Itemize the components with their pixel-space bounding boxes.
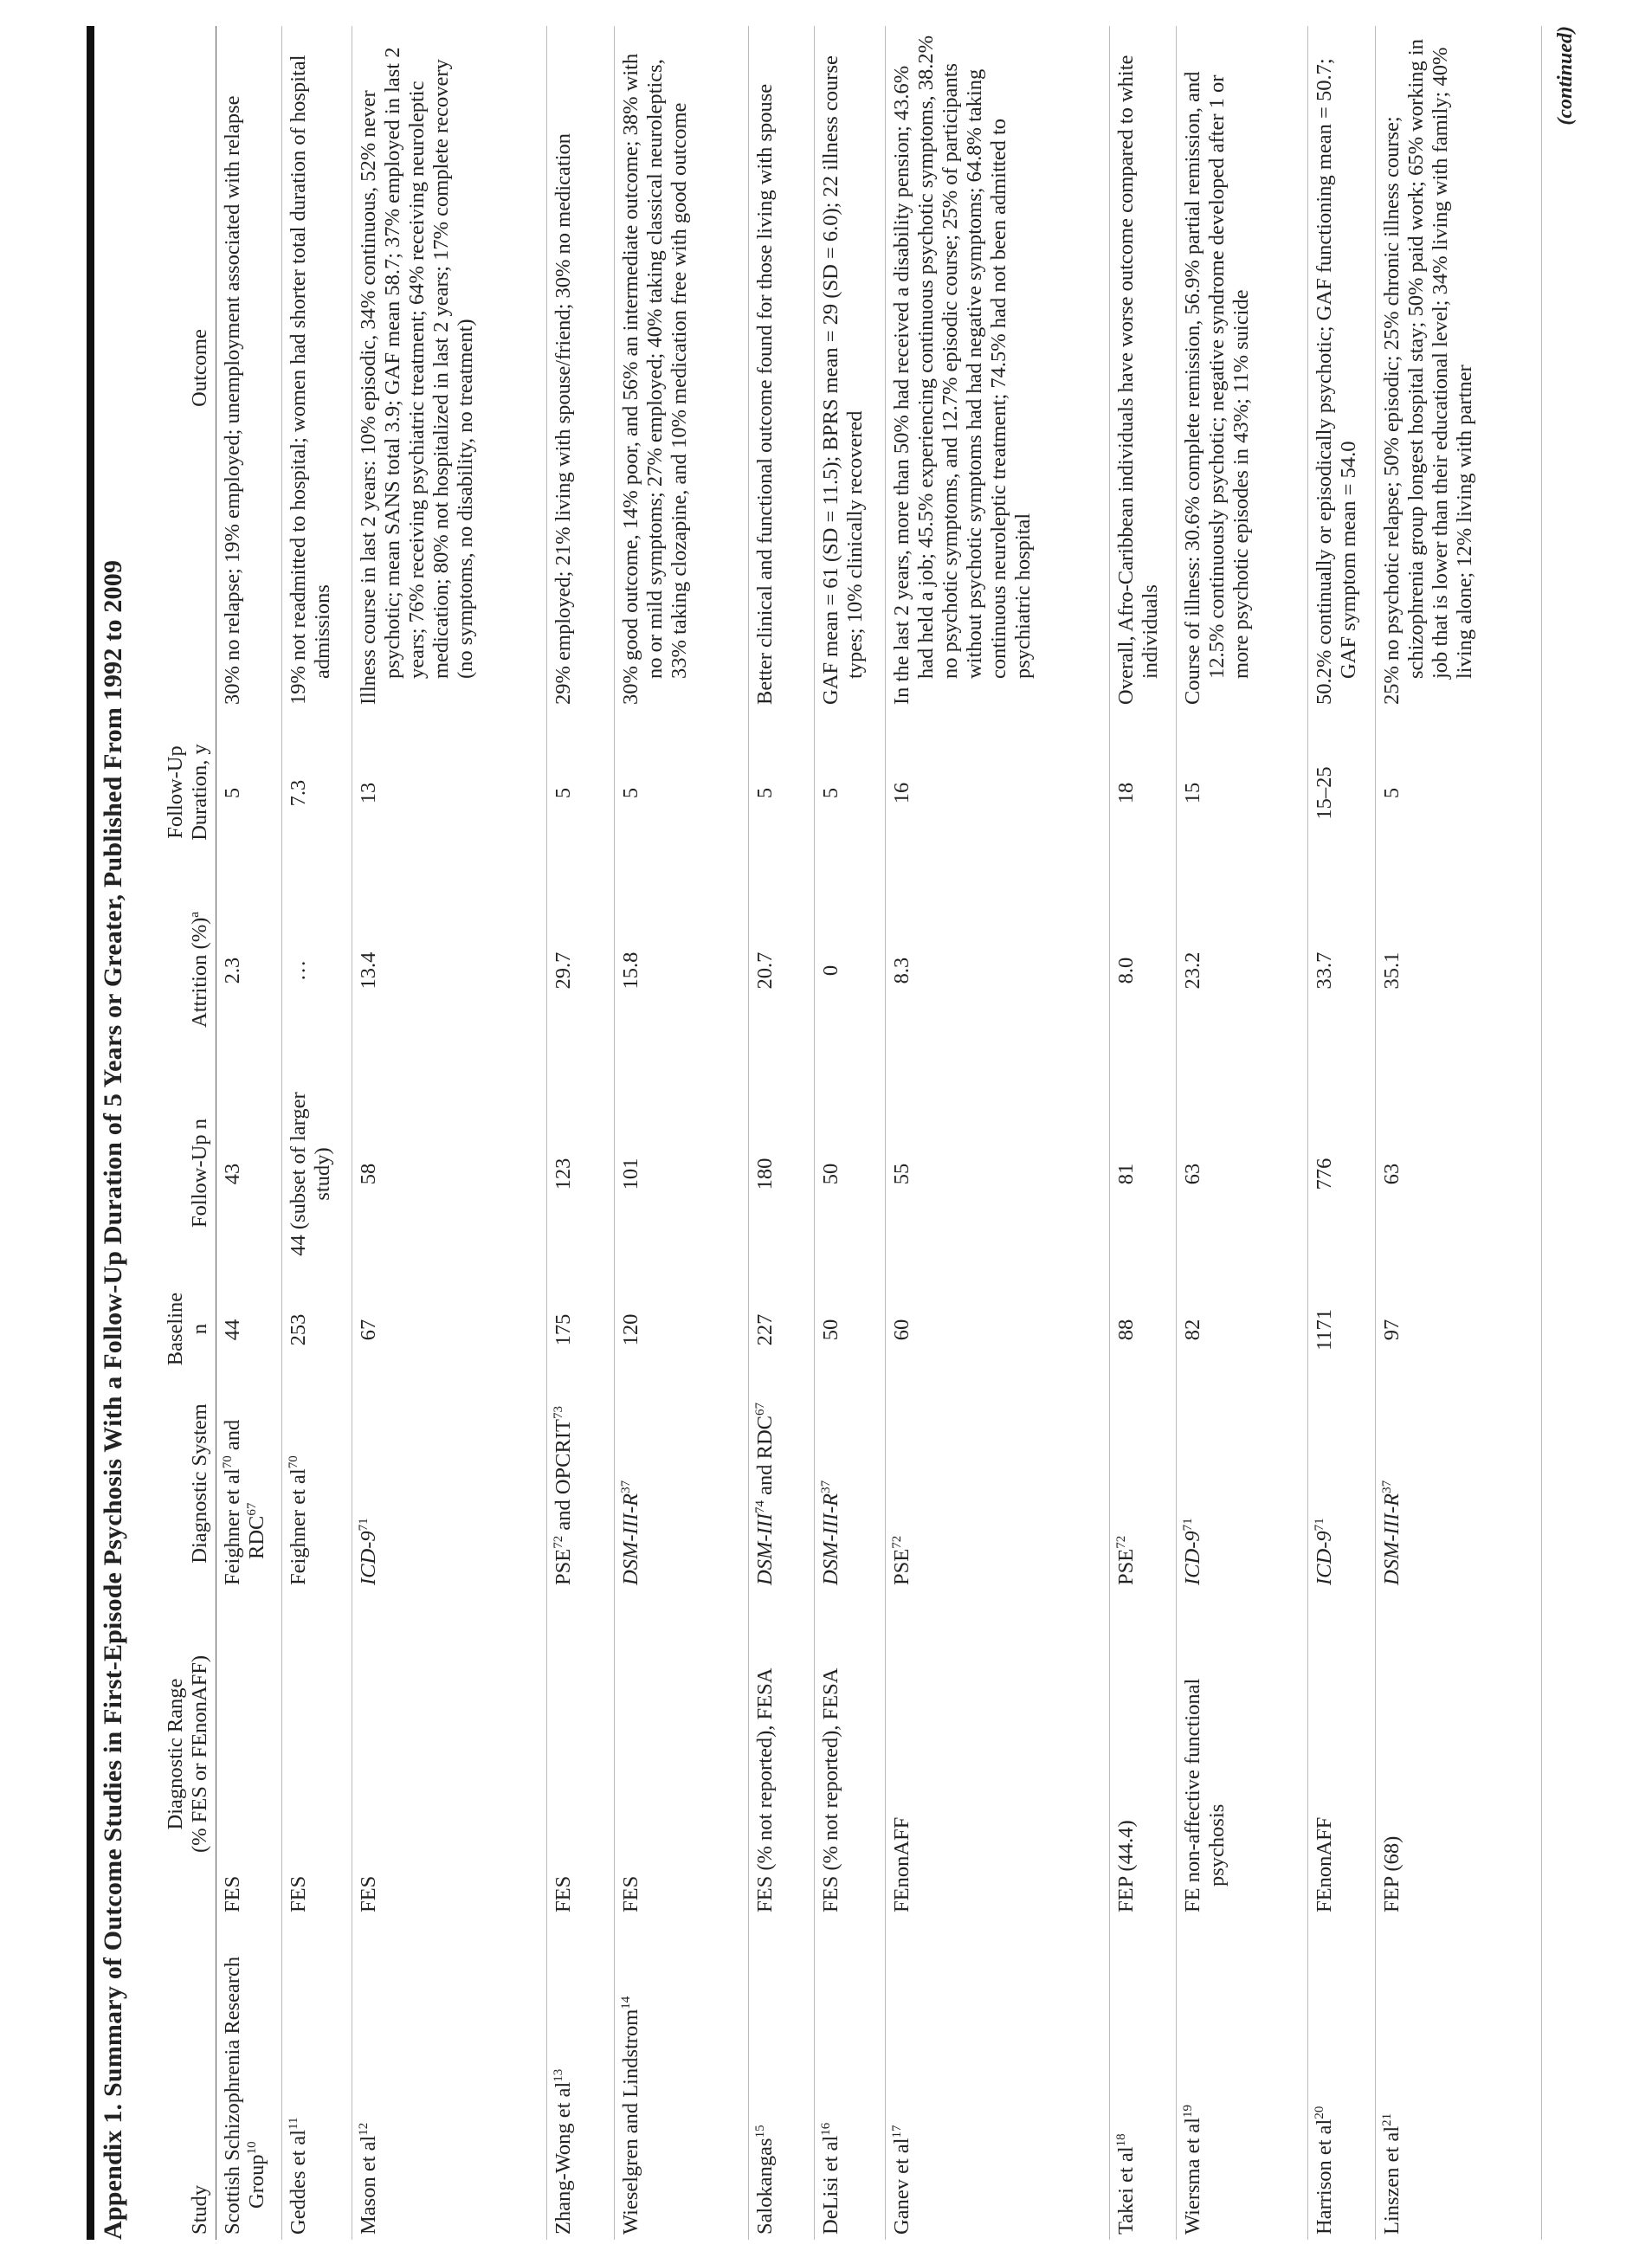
followup-n-cell: 44 (subset of larger study) xyxy=(281,1065,352,1281)
diagnostic-range-cell: FEP (68) xyxy=(1375,1590,1541,1918)
baseline-n-cell: 50 xyxy=(814,1281,885,1377)
table-title: Appendix 1. Summary of Outcome Studies in First-Episode Psychosis With a Follow-Up Duration of 5 Years or Greater, Published From 1992 to 2009 xyxy=(99,559,127,2240)
top-rule xyxy=(87,26,94,2240)
baseline-n-cell: 44 xyxy=(216,1281,281,1377)
attrition-cell: 35.1 xyxy=(1375,874,1541,1065)
study-name: Geddes et al xyxy=(286,2129,310,2235)
baseline-n-cell: 175 xyxy=(546,1281,614,1377)
diagnostic-range-cell: FEnonAFF xyxy=(885,1590,1109,1918)
study-cell xyxy=(1109,1918,1176,2240)
followup-n-cell: 180 xyxy=(748,1065,814,1281)
system-name: PSE xyxy=(1113,1548,1138,1585)
system-name: Feighner et al xyxy=(286,1468,310,1585)
header-study: Study xyxy=(147,1918,216,2240)
diagnostic-system-cell xyxy=(546,1377,614,1590)
outcome-cell: 30% good outcome, 14% poor, and 56% an intermediate outcome; 38% with no or mild symptoms; 27% employed; 40% taking classical neuroleptics, 33% taking clozapine, and 10% medication free with good outcome xyxy=(614,26,748,710)
system-reference: 72 xyxy=(889,1535,904,1549)
outcome-cell: 29% employed; 21% living with spouse/friend; 30% no medication xyxy=(546,26,614,710)
header-row xyxy=(147,26,216,2240)
outcome-cell: GAF mean = 61 (SD = 11.5); BPRS mean = 29 (SD = 6.0); 22 illness course types; 10% clinically recovered xyxy=(814,26,885,710)
header-range-line1: Diagnostic Range xyxy=(163,1678,187,1830)
system-name: DSM-III-R xyxy=(618,1493,642,1585)
attrition-cell: … xyxy=(281,874,352,1065)
study-name: Ganev et al xyxy=(889,2138,913,2235)
system-reference: 67 xyxy=(244,1502,259,1516)
study-cell xyxy=(546,1918,614,2240)
diagnostic-range-cell: FES xyxy=(614,1590,748,1918)
table-row xyxy=(1307,26,1375,2240)
system-reference: 71 xyxy=(356,1518,371,1532)
followup-duration-cell: 5 xyxy=(216,710,281,874)
system-reference: 37 xyxy=(1379,1480,1394,1493)
system-name: DSM-III-R xyxy=(818,1493,842,1585)
table-row xyxy=(614,26,748,2240)
system-reference: 73 xyxy=(551,1406,565,1420)
study-cell xyxy=(614,1918,748,2240)
system-name: ICD-9 xyxy=(1312,1531,1336,1585)
study-cell xyxy=(748,1918,814,2240)
diagnostic-system-cell xyxy=(614,1377,748,1590)
system-name: ICD-9 xyxy=(1180,1531,1204,1585)
header-followup-n: Follow-Up n xyxy=(147,1065,216,1281)
header-duration-line2: Duration, y xyxy=(187,744,211,841)
study-reference: 18 xyxy=(1113,2133,1128,2147)
study-reference: 19 xyxy=(1180,2104,1195,2118)
baseline-n-cell: 88 xyxy=(1109,1281,1176,1377)
attrition-cell: 33.7 xyxy=(1307,874,1375,1065)
table-row xyxy=(1109,26,1176,2240)
diagnostic-system-cell xyxy=(352,1377,546,1590)
diagnostic-system-cell xyxy=(814,1377,885,1590)
followup-duration-cell: 16 xyxy=(885,710,1109,874)
system-name: DSM-III xyxy=(752,1513,777,1585)
header-diagnostic-range xyxy=(147,1590,216,1918)
study-reference: 15 xyxy=(752,2125,767,2138)
study-cell xyxy=(1375,1918,1541,2240)
followup-duration-cell: 15–25 xyxy=(1307,710,1375,874)
outcome-cell: In the last 2 years, more than 50% had received a disability pension; 43.6% had held a job; 45.5% experiencing continuous psychotic symptoms, 38.2% no psychotic symptoms, and 12.7% episodic course; 25% of participants without psychotic symptoms had had negative symptoms; 64.8% taking continuous neuroleptic treatment; 74.5% had not been admitted to psychiatric hospital xyxy=(885,26,1109,710)
attrition-cell: 13.4 xyxy=(352,874,546,1065)
diagnostic-range-cell: FE non-affective functional psychosis xyxy=(1176,1590,1307,1918)
study-reference: 16 xyxy=(818,2122,833,2136)
followup-n-cell: 55 xyxy=(885,1065,1109,1281)
study-cell xyxy=(1176,1918,1307,2240)
header-duration-line1: Follow-Up xyxy=(163,745,187,839)
diagnostic-system-cell xyxy=(281,1377,352,1590)
study-reference: 12 xyxy=(356,2122,371,2136)
diagnostic-system-cell xyxy=(885,1377,1109,1590)
baseline-n-cell: 67 xyxy=(352,1281,546,1377)
header-range-line2: (% FES or FEnonAFF) xyxy=(187,1655,211,1854)
baseline-n-cell: 120 xyxy=(614,1281,748,1377)
system-reference: 70 xyxy=(220,1455,235,1469)
system-reference: 67 xyxy=(752,1403,767,1416)
continued-note: (continued) xyxy=(1554,26,1577,126)
system-name: PSE xyxy=(551,1548,575,1585)
followup-n-cell: 63 xyxy=(1176,1065,1307,1281)
followup-n-cell: 50 xyxy=(814,1065,885,1281)
attrition-cell: 8.3 xyxy=(885,874,1109,1065)
diagnostic-range-cell: FES xyxy=(546,1590,614,1918)
system-reference: 37 xyxy=(818,1480,833,1493)
header-attrition-footnote: a xyxy=(187,912,202,918)
header-attrition-label: Attrition (%) xyxy=(187,917,211,1028)
diagnostic-system-cell xyxy=(1176,1377,1307,1590)
header-attrition xyxy=(147,874,216,1065)
system-name: and RDC xyxy=(220,1419,268,1559)
system-reference: 70 xyxy=(286,1455,300,1469)
diagnostic-range-cell: FES (% not reported), FESA xyxy=(748,1590,814,1918)
table-row xyxy=(546,26,614,2240)
followup-n-cell: 63 xyxy=(1375,1065,1541,1281)
baseline-n-cell: 60 xyxy=(885,1281,1109,1377)
outcome-cell: Illness course in last 2 years: 10% episodic, 34% continuous, 52% never psychotic; mean SANS total 3.9; GAF mean 58.7; 37% employed in last 2 years; 76% receiving psychiatric treatment; 64% receiving neuroleptic medication; 80% not hospitalized in last 2 years; 17% complete recovery (no symptoms, no disability, no treatment) xyxy=(352,26,546,710)
study-cell xyxy=(281,1918,352,2240)
followup-duration-cell: 18 xyxy=(1109,710,1176,874)
outcome-cell: 25% no psychotic relapse; 50% episodic; 25% chronic illness course; schizophrenia group longest hospital stay; 50% paid work; 65% working in job that is lower than their educational level; 34% living with family; 40% living alone; 12% living with partner xyxy=(1375,26,1541,710)
study-name: Scottish Schizophrenia Research Group xyxy=(220,1956,268,2235)
table-row xyxy=(748,26,814,2240)
system-name: PSE xyxy=(889,1548,913,1585)
study-reference: 10 xyxy=(244,2141,259,2155)
study-reference: 14 xyxy=(618,1996,633,2009)
study-name: Wieselgren and Lindstrom xyxy=(618,2009,642,2235)
followup-duration-cell: 5 xyxy=(1375,710,1541,874)
followup-duration-cell: 15 xyxy=(1176,710,1307,874)
diagnostic-range-cell: FEP (44.4) xyxy=(1109,1590,1176,1918)
followup-n-cell: 123 xyxy=(546,1065,614,1281)
attrition-cell: 2.3 xyxy=(216,874,281,1065)
study-cell xyxy=(814,1918,885,2240)
system-name: DSM-III-R xyxy=(1379,1493,1404,1585)
table-body xyxy=(216,26,1541,2240)
diagnostic-range-cell: FEnonAFF xyxy=(1307,1590,1375,1918)
system-reference: 72 xyxy=(551,1535,565,1549)
diagnostic-system-cell xyxy=(1307,1377,1375,1590)
diagnostic-range-cell: FES xyxy=(352,1590,546,1918)
followup-n-cell: 43 xyxy=(216,1065,281,1281)
table-row xyxy=(1176,26,1307,2240)
followup-duration-cell: 7.3 xyxy=(281,710,352,874)
study-name: Linszen et al xyxy=(1379,2125,1404,2235)
study-cell xyxy=(885,1918,1109,2240)
table-row xyxy=(814,26,885,2240)
attrition-cell: 20.7 xyxy=(748,874,814,1065)
attrition-cell: 0 xyxy=(814,874,885,1065)
outcome-cell: 50.2% continually or episodically psychotic; GAF functioning mean = 50.7; GAF symptom mean = 54.0 xyxy=(1307,26,1375,710)
study-name: Takei et al xyxy=(1113,2146,1138,2235)
header-baseline-line1: Baseline xyxy=(163,1292,187,1366)
baseline-n-cell: 82 xyxy=(1176,1281,1307,1377)
study-name: Harrison et al xyxy=(1312,2119,1336,2235)
followup-duration-cell: 5 xyxy=(814,710,885,874)
diagnostic-system-cell xyxy=(748,1377,814,1590)
baseline-n-cell: 227 xyxy=(748,1281,814,1377)
followup-n-cell: 101 xyxy=(614,1065,748,1281)
system-name: and RDC xyxy=(752,1416,777,1500)
attrition-cell: 29.7 xyxy=(546,874,614,1065)
followup-n-cell: 58 xyxy=(352,1065,546,1281)
study-reference: 13 xyxy=(551,2068,565,2082)
outcome-studies-table xyxy=(147,26,1542,2240)
header-diagnostic-system: Diagnostic System xyxy=(147,1377,216,1590)
outcome-cell: 19% not readmitted to hospital; women had shorter total duration of hospital admissions xyxy=(281,26,352,710)
study-name: Salokangas xyxy=(752,2138,777,2235)
table-row xyxy=(1375,26,1541,2240)
attrition-cell: 15.8 xyxy=(614,874,748,1065)
table-row xyxy=(885,26,1109,2240)
study-cell xyxy=(216,1918,281,2240)
outcome-cell: Course of illness: 30.6% complete remission, 56.9% partial remission, and 12.5% continuously psychotic; negative syndrome developed after 1 or more psychotic episodes in 43%; 11% suicide xyxy=(1176,26,1307,710)
study-reference: 21 xyxy=(1379,2112,1394,2126)
diagnostic-system-cell xyxy=(1109,1377,1176,1590)
study-reference: 11 xyxy=(286,2117,300,2130)
outcome-cell: 30% no relapse; 19% employed; unemployment associated with relapse xyxy=(216,26,281,710)
header-followup-duration xyxy=(147,710,216,874)
header-baseline-n xyxy=(147,1281,216,1377)
study-name: Zhang-Wong et al xyxy=(551,2081,575,2235)
attrition-cell: 8.0 xyxy=(1109,874,1176,1065)
diagnostic-range-cell: FES (% not reported), FESA xyxy=(814,1590,885,1918)
diagnostic-system-cell xyxy=(216,1377,281,1590)
followup-n-cell: 776 xyxy=(1307,1065,1375,1281)
diagnostic-system-cell xyxy=(1375,1377,1541,1590)
baseline-n-cell: 253 xyxy=(281,1281,352,1377)
system-reference: 37 xyxy=(618,1480,633,1493)
study-cell xyxy=(1307,1918,1375,2240)
system-reference: 71 xyxy=(1180,1518,1195,1532)
outcome-cell: Overall, Afro-Caribbean individuals have worse outcome compared to white individuals xyxy=(1109,26,1176,710)
followup-duration-cell: 5 xyxy=(614,710,748,874)
study-reference: 20 xyxy=(1312,2106,1326,2119)
system-name: ICD-9 xyxy=(356,1531,380,1585)
followup-duration-cell: 5 xyxy=(546,710,614,874)
study-name: DeLisi et al xyxy=(818,2135,842,2235)
study-cell xyxy=(352,1918,546,2240)
table-row xyxy=(216,26,281,2240)
header-outcome: Outcome xyxy=(147,26,216,710)
followup-duration-cell: 5 xyxy=(748,710,814,874)
followup-n-cell: 81 xyxy=(1109,1065,1176,1281)
table-row xyxy=(352,26,546,2240)
table-row xyxy=(281,26,352,2240)
study-name: Mason et al xyxy=(356,2135,380,2235)
diagnostic-range-cell: FES xyxy=(281,1590,352,1918)
study-name: Wiersma et al xyxy=(1180,2117,1204,2235)
study-reference: 17 xyxy=(889,2125,904,2138)
outcome-cell: Better clinical and functional outcome found for those living with spouse xyxy=(748,26,814,710)
system-name: Feighner et al xyxy=(220,1468,244,1585)
followup-duration-cell: 13 xyxy=(352,710,546,874)
diagnostic-range-cell: FES xyxy=(216,1590,281,1918)
system-reference: 71 xyxy=(1312,1518,1326,1532)
attrition-cell: 23.2 xyxy=(1176,874,1307,1065)
system-reference: 74 xyxy=(752,1500,767,1513)
baseline-n-cell: 1171 xyxy=(1307,1281,1375,1377)
system-reference: 72 xyxy=(1113,1535,1128,1549)
baseline-n-cell: 97 xyxy=(1375,1281,1541,1377)
header-baseline-line2: n xyxy=(187,1323,211,1335)
system-name: and OPCRIT xyxy=(551,1419,575,1536)
